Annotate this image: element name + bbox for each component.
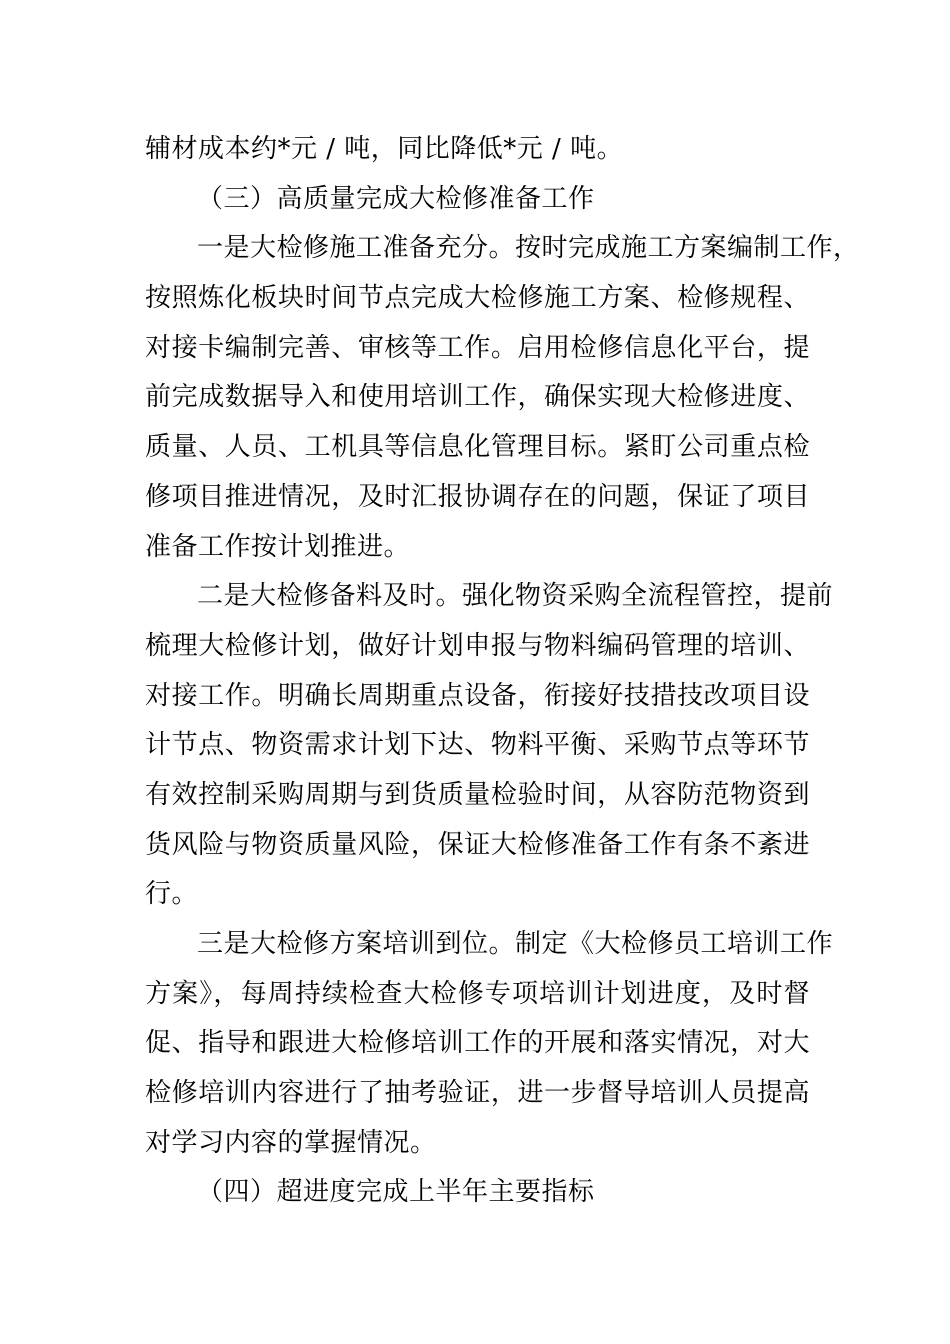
text-line-8: 修项目推进情况，及时汇报协调存在的问题，保证了项目 — [145, 481, 810, 512]
text-line-7: 质量、人员、工机具等信息化管理目标。紧盯公司重点检 — [145, 432, 810, 463]
text-line-10: 二是大检修备料及时。强化物资采购全流程管控，提前 — [197, 581, 834, 612]
text-line-12: 对接工作。明确长周期重点设备，衔接好技措技改项目设 — [145, 680, 810, 711]
text-line-18: 方案》，每周持续检查大检修专项培训计划进度，及时督 — [145, 978, 810, 1009]
text-line-17: 三是大检修方案培训到位。制定《大检修员工培训工作 — [197, 929, 834, 959]
text-line-15: 货风险与物资质量风险，保证大检修准备工作有条不紊进 — [145, 829, 810, 860]
text-line-16: 行。 — [145, 879, 199, 910]
section-heading-4: （四）超进度完成上半年主要指标 — [197, 1177, 595, 1208]
text-line-20: 检修培训内容进行了抽考验证，进一步督导培训人员提高 — [145, 1078, 810, 1109]
text-line-19: 促、指导和跟进大检修培训工作的开展和落实情况，对大 — [145, 1028, 810, 1059]
document-body — [145, 125, 860, 1218]
text-line-6: 前完成数据导入和使用培训工作，确保实现大检修进度、 — [145, 382, 810, 413]
text-line-5: 对接卡编制完善、审核等工作。启用检修信息化平台，提 — [145, 332, 810, 363]
text-line-21: 对学习内容的掌握情况。 — [145, 1127, 437, 1158]
text-line-4: 按照炼化板块时间节点完成大检修施工方案、检修规程、 — [145, 283, 810, 314]
text-line-3: 一是大检修施工准备充分。按时完成施工方案编制工作， — [197, 233, 860, 264]
section-heading-3: （三）高质量完成大检修准备工作 — [197, 183, 595, 214]
text-line-1: 辅材成本约*元 / 吨，同比降低*元 / 吨。 — [145, 134, 624, 164]
text-line-13: 计节点、物资需求计划下达、物料平衡、采购节点等环节 — [145, 730, 810, 761]
text-line-14: 有效控制采购周期与到货质量检验时间，从容防范物资到 — [145, 779, 810, 810]
text-line-11: 梳理大检修计划，做好计划申报与物料编码管理的培训、 — [145, 630, 810, 661]
text-line-9: 准备工作按计划推进。 — [145, 531, 411, 562]
